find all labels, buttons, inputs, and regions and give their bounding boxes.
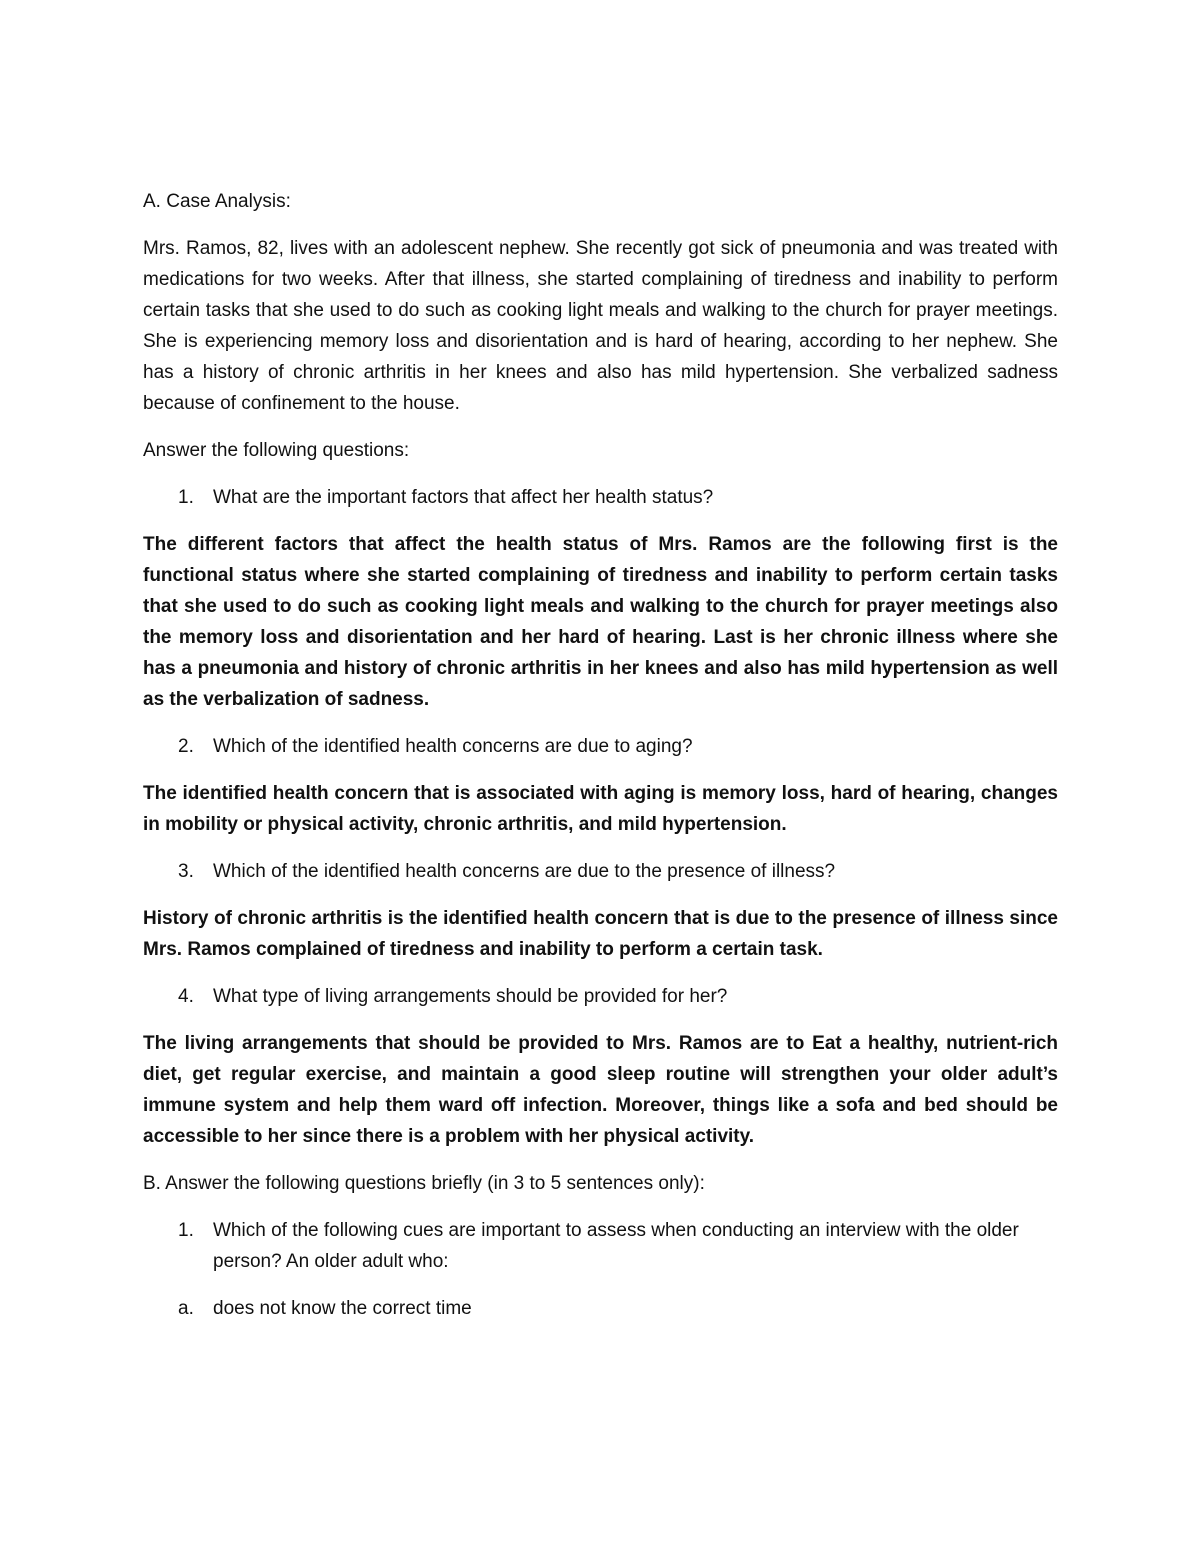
question-number: 2. — [178, 736, 194, 757]
case-description: Mrs. Ramos, 82, lives with an adolescent nephew. She recently got sick of pneumonia and was treated with medications for two weeks. After that illness, she started complaining of tiredness and inability to perform certain tasks that she used to do such as cooking light meals and walking to the church for prayer meetings. She is experiencing memory loss and disorientation and is hard of hearing, according to her nephew. She has a history of chronic arthritis in her knees and also has mild hypertension. She verbalized sadness because of confinement to the house. — [143, 238, 1058, 414]
question-3 — [178, 856, 1058, 887]
question-1 — [178, 482, 1058, 513]
section-b-heading: B. Answer the following questions briefly (in 3 to 5 sentences only): — [143, 1173, 705, 1194]
question-number: 1. — [178, 487, 194, 508]
question-2 — [178, 731, 1058, 762]
option-letter: a. — [178, 1298, 194, 1319]
answer-3: History of chronic arthritis is the identified health concern that is due to the presence of illness since Mrs. Ramos complained of tiredness and inability to perform a certain task. — [143, 908, 1058, 960]
question-number: 3. — [178, 861, 194, 882]
question-text: What type of living arrangements should be provided for her? — [213, 986, 728, 1007]
document-content — [143, 186, 1058, 1340]
question-4 — [178, 981, 1058, 1012]
question-text: Which of the following cues are important to assess when conducting an interview with the older person? An older adult who: — [213, 1220, 1019, 1272]
question-number: 4. — [178, 986, 194, 1007]
section-b-question-1 — [178, 1215, 1058, 1277]
section-a-heading: A. Case Analysis: — [143, 191, 291, 212]
instruction-text: Answer the following questions: — [143, 440, 410, 461]
question-text: Which of the identified health concerns are due to the presence of illness? — [213, 861, 836, 882]
answer-2: The identified health concern that is associated with aging is memory loss, hard of hearing, changes in mobility or physical activity, chronic arthritis, and mild hypertension. — [143, 783, 1058, 835]
answer-4: The living arrangements that should be provided to Mrs. Ramos are to Eat a healthy, nutrient-rich diet, get regular exercise, and maintain a good sleep routine will strengthen your older adult’s immune system and help them ward off infection. Moreover, things like a sofa and bed should be accessible to her since there is a problem with her physical activity. — [143, 1033, 1058, 1147]
option-a — [178, 1293, 1058, 1324]
option-text: does not know the correct time — [213, 1298, 472, 1319]
question-text: What are the important factors that affect her health status? — [213, 487, 714, 508]
question-number: 1. — [178, 1220, 194, 1241]
answer-1: The different factors that affect the health status of Mrs. Ramos are the following first is the functional status where she started complaining of tiredness and inability to perform certain tasks that she used to do such as cooking light meals and walking to the church for prayer meetings also the memory loss and disorientation and her hard of hearing. Last is her chronic illness where she has a pneumonia and history of chronic arthritis in her knees and also has mild hypertension as well as the verbalization of sadness. — [143, 534, 1058, 710]
question-text: Which of the identified health concerns are due to aging? — [213, 736, 693, 757]
